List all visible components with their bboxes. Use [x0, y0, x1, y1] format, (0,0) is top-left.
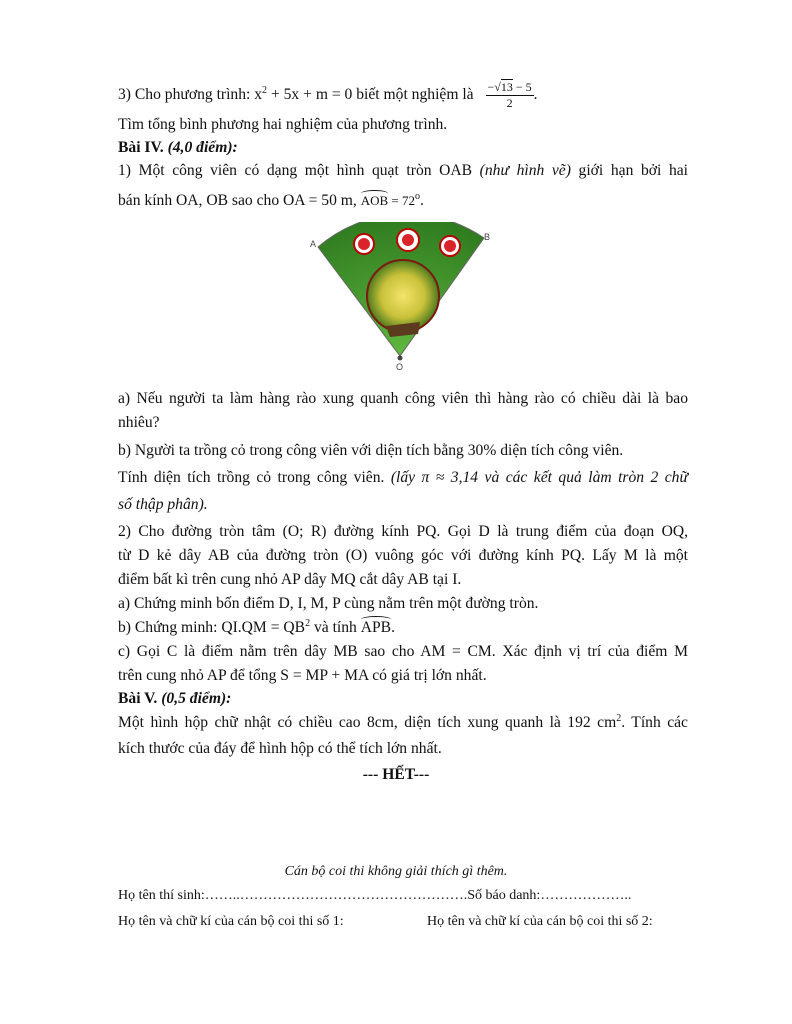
bai4-p1-line1: 1) Một công viên có dạng một hình quạt tròn OAB (như hình vẽ) giới hạn bởi hai: [118, 162, 688, 179]
bai4-a-line2: nhiêu?: [118, 414, 160, 431]
park-sector-figure: [300, 222, 500, 372]
footer-name-line: Họ tên thí sinh:……..………………………………………….Số báo danh:………………..: [118, 888, 632, 903]
label-o: O: [396, 362, 404, 372]
bai4-a-line1: a) Nếu người ta làm hàng rào xung quanh công viên thì hàng rào có chiều dài là bao: [118, 390, 688, 407]
bai4-b-line2: Tính diện tích trồng cỏ trong công viên. (lấy π ≈ 3,14 và các kết quả làm tròn 2 chữ: [118, 469, 688, 486]
bai4-heading: Bài IV. (4,0 điểm):: [118, 139, 238, 156]
bai4-p2-line1: 2) Cho đường tròn tâm (O; R) đường kính PQ. Gọi D là trung điểm của đoạn OQ,: [118, 523, 688, 540]
bai4-p2-line2: từ D kẻ dây AB của đường tròn (O) vuông góc với đường kính PQ. Lấy M là một: [118, 547, 688, 564]
bai4-b-line1: b) Người ta trồng cỏ trong công viên với diện tích bằng 30% diện tích công viên.: [118, 442, 624, 459]
bai4-p2a: a) Chứng minh bốn điểm D, I, M, P cùng nằm trên một đường tròn.: [118, 595, 539, 612]
flower-bed-2: [397, 229, 419, 251]
bai5-line2: kích thước của đáy để hình hộp có thể tích lớn nhất.: [118, 740, 442, 757]
bai4-p1-line2: bán kính OA, OB sao cho OA = 50 m, AOB = $72^o$.: [118, 190, 424, 209]
bai4-p2c-line2: trên cung nhỏ AP để tổng S = MP + MA có giá trị lớn nhất.: [118, 667, 487, 684]
bai5-line1: Một hình hộp chữ nhật có chiều cao 8cm, diện tích xung quanh là 192 $cm^2$. Tính các: [118, 712, 688, 731]
central-garden: [367, 260, 439, 332]
footer-signature-1: Họ tên và chữ kí của cán bộ coi thi số 1:: [118, 914, 344, 929]
bai4-p2-line3: điểm bất kì trên cung nhỏ AP dây MQ cắt dây AB tại I.: [118, 571, 462, 588]
label-b: B: [484, 232, 491, 242]
label-a: A: [310, 239, 317, 249]
flower-bed-3: [440, 236, 460, 256]
point-o-dot: [398, 356, 403, 361]
root-fraction: $\frac{-√13 - 5}{2}$: [487, 80, 532, 110]
end-mark: --- HẾT---: [362, 766, 430, 783]
q3-line: 3) Cho phương trình: $x^2 + 5x + m = 0$ biết một nghiệm là $\frac{-√13 - 5}{2}$ .: [118, 80, 538, 110]
flower-bed-1: [354, 234, 374, 254]
bai4-p2b: b) Chứng minh: $QI.QM = QB^2$ và tính APB.: [118, 617, 395, 636]
bai4-p2c-line1: c) Gọi C là điểm nằm trên dây MB sao cho AM = CM. Xác định vị trí của điểm M: [118, 643, 688, 660]
bai5-heading: Bài V. (0,5 điểm):: [118, 690, 232, 707]
footer-signature-2: Họ tên và chữ kí của cán bộ coi thi số 2:: [427, 914, 653, 929]
footer-note: Cán bộ coi thi không giải thích gì thêm.: [284, 864, 508, 879]
q3-question: Tìm tổng bình phương hai nghiệm của phương trình.: [118, 116, 448, 133]
bai4-b-line3: số thập phân).: [118, 496, 208, 513]
